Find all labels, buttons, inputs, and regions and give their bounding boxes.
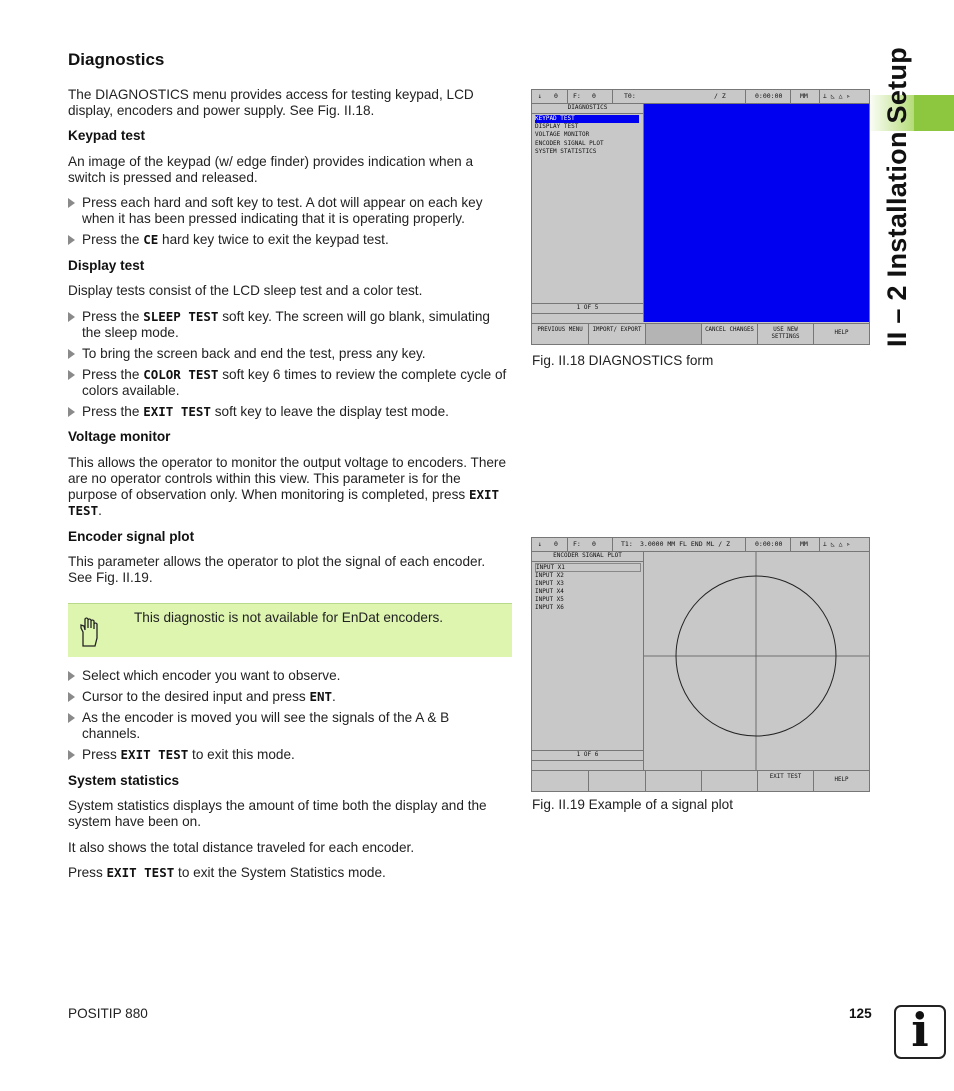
encoder-bullet-2: Cursor to the desired input and press ENT. xyxy=(68,689,510,705)
softkey-help[interactable]: HELP xyxy=(834,330,849,336)
encoder-bullet-3: As the encoder is moved you will see the signals of the A & B channels. xyxy=(68,710,510,742)
menu-page-indicator: 1 OF 5 xyxy=(532,303,643,314)
input-item-x1[interactable]: INPUT X1 xyxy=(535,563,641,572)
voltage-heading: Voltage monitor xyxy=(68,429,171,444)
input-item-x6[interactable]: INPUT X6 xyxy=(535,604,564,611)
keypad-heading: Keypad test xyxy=(68,128,146,143)
softkey-use-new-settings[interactable]: USE NEW SETTINGS xyxy=(758,324,814,344)
bullet-arrow-icon xyxy=(68,671,75,681)
keypad-paragraph: An image of the keypad (w/ edge finder) provides indication when a switch is pressed and released. xyxy=(68,154,474,185)
display-bullet-4: Press the EXIT TEST soft key to leave the display test mode. xyxy=(68,404,510,420)
menu-title: DIAGNOSTICS xyxy=(532,104,643,114)
hand-pointer-icon xyxy=(78,616,104,648)
keypad-bullet-2: Press the CE hard key twice to exit the keypad test. xyxy=(68,232,510,248)
signal-plot-screen xyxy=(531,537,870,792)
chapter-tab-accent xyxy=(914,95,954,131)
menu-panel xyxy=(532,104,644,322)
display-paragraph: Display tests consist of the LCD sleep test and a color test. xyxy=(68,283,423,298)
input-item-x4[interactable]: INPUT X4 xyxy=(535,588,564,595)
page-number: 125 xyxy=(849,1006,872,1021)
encoder-bullet-1: Select which encoder you want to observe. xyxy=(68,668,510,684)
display-bullet-2: To bring the screen back and end the test, press any key. xyxy=(68,346,510,362)
note-text: This diagnostic is not available for EnDat encoders. xyxy=(134,610,444,625)
softkey-bar xyxy=(532,770,869,791)
bullet-arrow-icon xyxy=(68,692,75,702)
bullet-arrow-icon xyxy=(68,750,75,760)
figure-caption-2: Fig. II.19 Example of a signal plot xyxy=(532,797,733,812)
softkey-import-export[interactable]: IMPORT/ EXPORT xyxy=(589,324,646,344)
page-title: Diagnostics xyxy=(68,50,165,69)
softkey-blank-4[interactable] xyxy=(702,771,758,791)
blue-display-area xyxy=(644,104,869,322)
bullet-arrow-icon xyxy=(68,370,75,380)
input-item-x3[interactable]: INPUT X3 xyxy=(535,580,564,587)
softkey-exit-test[interactable]: EXIT TEST xyxy=(758,771,814,791)
softkey-blank-1[interactable] xyxy=(532,771,589,791)
system-heading: System statistics xyxy=(68,773,180,788)
display-bullet-1: Press the SLEEP TEST soft key. The screen will go blank, simulating the sleep mode. xyxy=(68,309,510,341)
display-heading: Display test xyxy=(68,258,145,273)
signal-plot xyxy=(644,552,869,770)
softkey-bar xyxy=(532,323,869,344)
menu-title: ENCODER SIGNAL PLOT xyxy=(532,552,643,562)
status-bar: ↓ 0 F: 0 T0: / Z 0:00:00 MM ⊥ ◺ △ ▹ xyxy=(532,90,869,104)
diagnostics-screen xyxy=(531,89,870,345)
input-panel xyxy=(532,552,644,770)
menu-item-voltage-monitor[interactable]: VOLTAGE MONITOR xyxy=(535,131,590,138)
softkey-previous-menu[interactable]: PREVIOUS MENU xyxy=(532,324,589,344)
plot-background xyxy=(644,552,869,770)
system-paragraph-3: Press EXIT TEST to exit the System Statistics mode. xyxy=(68,865,386,880)
figure-caption-1: Fig. II.18 DIAGNOSTICS form xyxy=(532,353,714,368)
keypad-bullet-1: Press each hard and soft key to test. A dot will appear on each key when it has been pressed indicating that it is operating properly. xyxy=(68,195,510,227)
encoder-bullet-4: Press EXIT TEST to exit this mode. xyxy=(68,747,510,763)
softkey-cancel-changes[interactable]: CANCEL CHANGES xyxy=(702,324,758,344)
bullet-arrow-icon xyxy=(68,407,75,417)
bullet-arrow-icon xyxy=(68,349,75,359)
footer-product-name: POSITIP 880 xyxy=(68,1006,148,1021)
bullet-arrow-icon xyxy=(68,312,75,322)
bullet-arrow-icon xyxy=(68,198,75,208)
menu-item-keypad-test[interactable]: KEYPAD TEST xyxy=(535,115,639,123)
system-paragraph-2: It also shows the total distance traveled for each encoder. xyxy=(68,840,415,855)
input-page-indicator: 1 OF 6 xyxy=(532,750,643,761)
voltage-paragraph: This allows the operator to monitor the output voltage to encoders. There are no operator controls within this view. This parameter is for the purpose of observation only. When monitoring is completed, press EXIT TEST. xyxy=(68,455,507,518)
intro-paragraph: The DIAGNOSTICS menu provides access for testing keypad, LCD display, encoders and power supply. See Fig. II.18. xyxy=(68,87,474,118)
chapter-label: II – 2 Installation Setup xyxy=(882,46,912,347)
bullet-arrow-icon xyxy=(68,235,75,245)
softkey-blank-2[interactable] xyxy=(589,771,646,791)
display-bullet-3: Press the COLOR TEST soft key 6 times to review the complete cycle of colors available. xyxy=(68,367,510,399)
input-item-x5[interactable]: INPUT X5 xyxy=(535,596,564,603)
softkey-help[interactable]: HELP xyxy=(834,777,849,783)
system-paragraph-1: System statistics displays the amount of time both the display and the system have been on. xyxy=(68,798,487,829)
menu-item-encoder-signal-plot[interactable]: ENCODER SIGNAL PLOT xyxy=(535,140,604,147)
note-box xyxy=(68,603,512,657)
encoder-heading: Encoder signal plot xyxy=(68,529,195,544)
status-bar: ↓ 0 F: 0 T1: 3.0000 MM FL END ML / Z 0:00:00 MM ⊥ ◺ △ ▹ xyxy=(532,538,869,552)
encoder-paragraph: This parameter allows the operator to plot the signal of each encoder. See Fig. II.19. xyxy=(68,554,486,585)
bullet-arrow-icon xyxy=(68,713,75,723)
menu-item-system-statistics[interactable]: SYSTEM STATISTICS xyxy=(535,148,597,155)
menu-item-display-test[interactable]: DISPLAY TEST xyxy=(535,123,579,130)
input-item-x2[interactable]: INPUT X2 xyxy=(535,572,564,579)
softkey-blank[interactable] xyxy=(646,324,702,344)
softkey-blank-3[interactable] xyxy=(646,771,702,791)
info-icon: i xyxy=(894,1005,946,1059)
